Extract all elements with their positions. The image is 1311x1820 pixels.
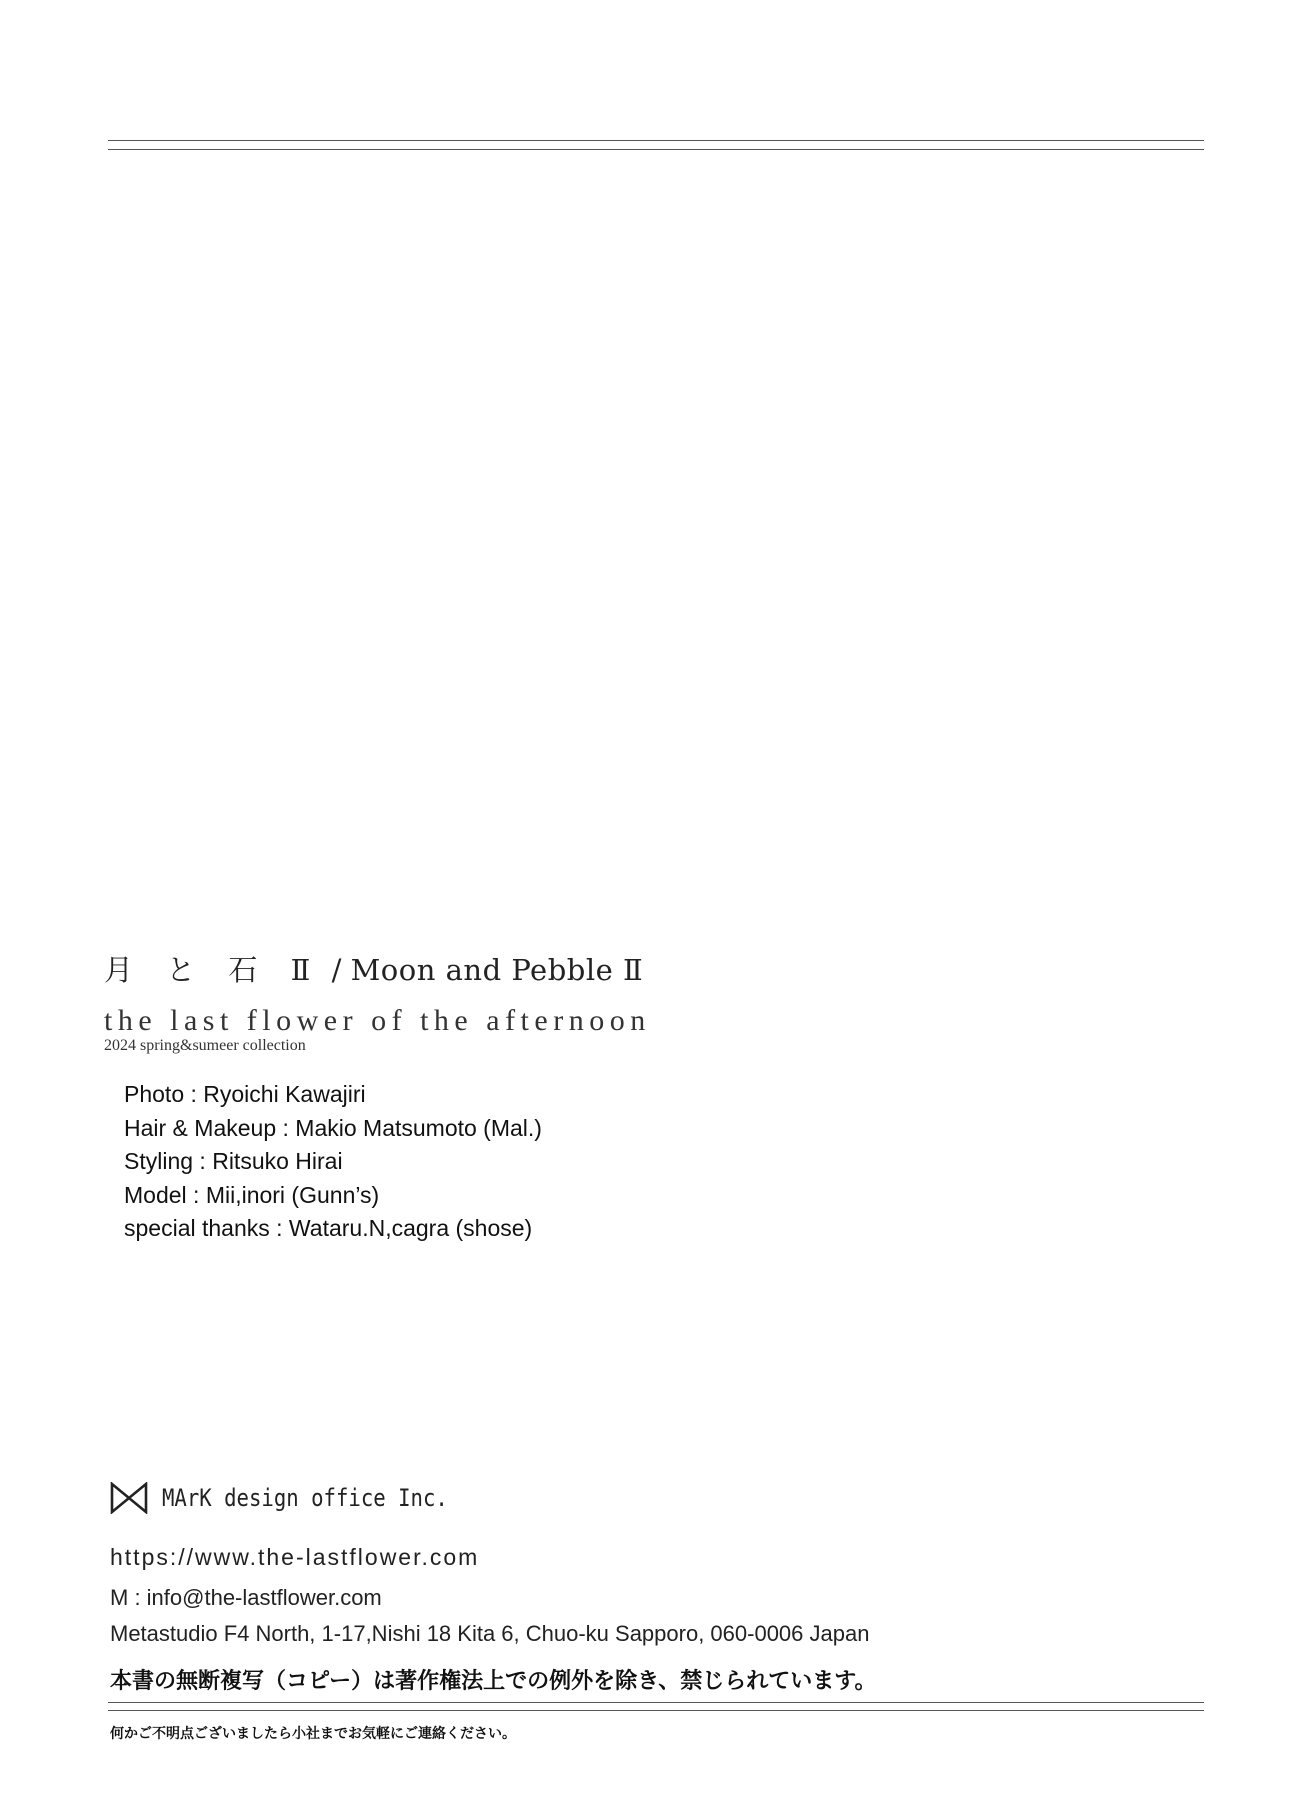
contact-note: 何かご不明点ございましたら小社までお気軽にご連絡ください。 [110,1726,516,1742]
website-link[interactable]: https://www.the-lastflower.com [110,1544,480,1570]
copyright-notice: 本書の無断複写（コピー）は著作権法上での例外を除き、禁じられています。 [110,1668,877,1694]
credit-special-thanks: special thanks : Wataru.N,cagra (shose) [124,1215,533,1241]
credit-styling: Styling : Ritsuko Hirai [124,1148,343,1174]
postal-address: Metastudio F4 North, 1-17,Nishi 18 Kita 6, Chuo-ku Sapporo, 060-0006 Japan [110,1621,870,1646]
title-english: Moon and Pebble Ⅱ [350,953,644,987]
email-contact[interactable]: M : info@the-lastflower.com [110,1585,382,1610]
company-logo [110,1482,494,1514]
title-japanese: 月 と 石 Ⅱ [104,953,323,987]
mark-logo-icon [110,1482,148,1514]
credit-model: Model : Mii,inori (Gunn’s) [124,1181,380,1208]
credits-list [124,1078,542,1246]
top-double-rule [108,140,1204,150]
book-title [104,948,643,989]
company-name: MArK design office Inc. [162,1484,448,1512]
title-separator: / [322,953,351,987]
credit-photo: Photo : Ryoichi Kawajiri [124,1081,366,1107]
collection-label: 2024 spring&sumeer collection [104,1037,306,1054]
subtitle: the last flower of the afternoon [104,1004,651,1037]
credit-hair-makeup: Hair & Makeup : Makio Matsumoto (Mal.) [124,1114,542,1141]
bottom-double-rule [108,1702,1204,1711]
